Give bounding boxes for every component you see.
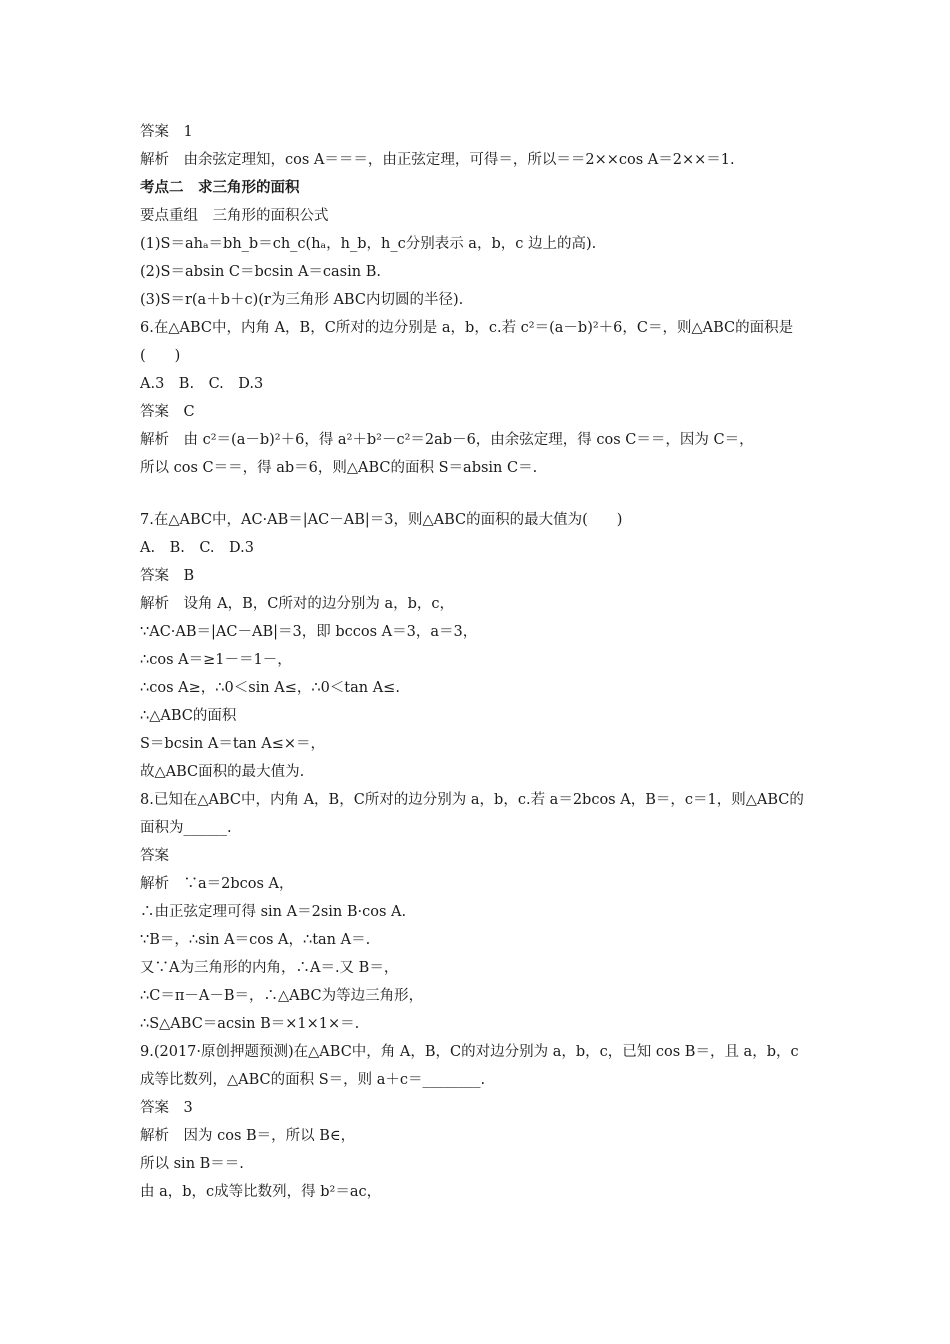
question-text: 9.(2017·原创押题预测)在△ABC中，角 A，B，C的对边分别为 a，b，c，已知 cos B＝，且 a，b，c [140,1044,799,1060]
question-text: 6.在△ABC中，内角 A，B，C所对的边分别是 a，b，c.若 c²＝(a－b)²＋6，C＝，则△ABC的面积是 [140,320,794,336]
answer-line: 答案 B [140,568,195,584]
text-line: 由 a，b，c成等比数列，得 b²＝ac， [140,1184,382,1200]
answer-options: A.3 B. C. D.3 [140,376,264,392]
text-line: 解析 ∵a＝2bcos A， [140,876,294,892]
text-line: (2)S＝absin C＝bcsin A＝casin B. [140,264,381,280]
answer-line: 答案 C [140,404,195,420]
text-line: 面积为______. [140,820,232,836]
text-line: 解析 由 c²＝(a－b)²＋6，得 a²＋b²－c²＝2ab－6，由余弦定理，得 cos C＝＝，因为 C＝， [140,432,754,448]
text-line: (1)S＝ahₐ＝bh_b＝ch_c(hₐ，h_b，h_c分别表示 a，b，c 边上的高). [140,236,597,252]
text-line: 故△ABC面积的最大值为. [140,764,305,780]
text-line: ∴△ABC的面积 [140,708,237,724]
text-line: 所以 cos C＝＝，得 ab＝6，则△ABC的面积 S＝absin C＝. [140,460,538,476]
text-line: 答案 1 [140,124,193,140]
answer-line: 答案 3 [140,1100,193,1116]
text-line: ∴cos A＝≥1－＝1－， [140,652,292,668]
text-line: ( ) [140,348,181,364]
text-line: ∵AC·AB＝|AC－AB|＝3，即 bccos A＝3，a＝3， [140,624,478,640]
text-line: 解析 设角 A，B，C所对的边分别为 a，b，c， [140,596,454,612]
text-line: (3)S＝r(a＋b＋c)(r为三角形 ABC内切圆的半径). [140,292,464,308]
text-line: 成等比数列，△ABC的面积 S＝，则 a＋c＝________. [140,1072,486,1088]
text-line: ∴C＝π－A－B＝，∴△ABC为等边三角形， [140,988,424,1004]
question-text: 7.在△ABC中，AC·AB＝|AC－AB|＝3，则△ABC的面积的最大值为( ) [140,512,623,528]
text-line: ∴cos A≥，∴0＜sin A≤，∴0＜tan A≤. [140,680,400,696]
text-line: 解析 由余弦定理知，cos A＝＝＝，由正弦定理，可得＝，所以＝＝2××cos A＝2××＝1. [140,152,735,168]
answer-line: 答案 [140,848,169,864]
text-line: 解析 因为 cos B＝，所以 B∈， [140,1128,356,1144]
text-line: ∴由正弦定理可得 sin A＝2sin B·cos A. [140,904,407,920]
text-line: ∵B＝，∴sin A＝cos A，∴tan A＝. [140,932,371,948]
question-text: 8.已知在△ABC中，内角 A，B，C所对的边分别为 a，b，c.若 a＝2bcos A，B＝，c＝1，则△ABC的 [140,792,804,808]
text-line: 又∵A为三角形的内角，∴A＝.又 B＝， [140,960,399,976]
text-line: 所以 sin B＝＝. [140,1156,244,1172]
section-heading: 考点二 求三角形的面积 [140,180,300,196]
answer-options: A. B. C. D.3 [140,540,254,556]
text-line: 要点重组 三角形的面积公式 [140,208,329,224]
text-line: S＝bcsin A＝tan A≤×＝， [140,736,326,752]
text-line: ∴S△ABC＝acsin B＝×1×1×＝. [140,1016,360,1032]
